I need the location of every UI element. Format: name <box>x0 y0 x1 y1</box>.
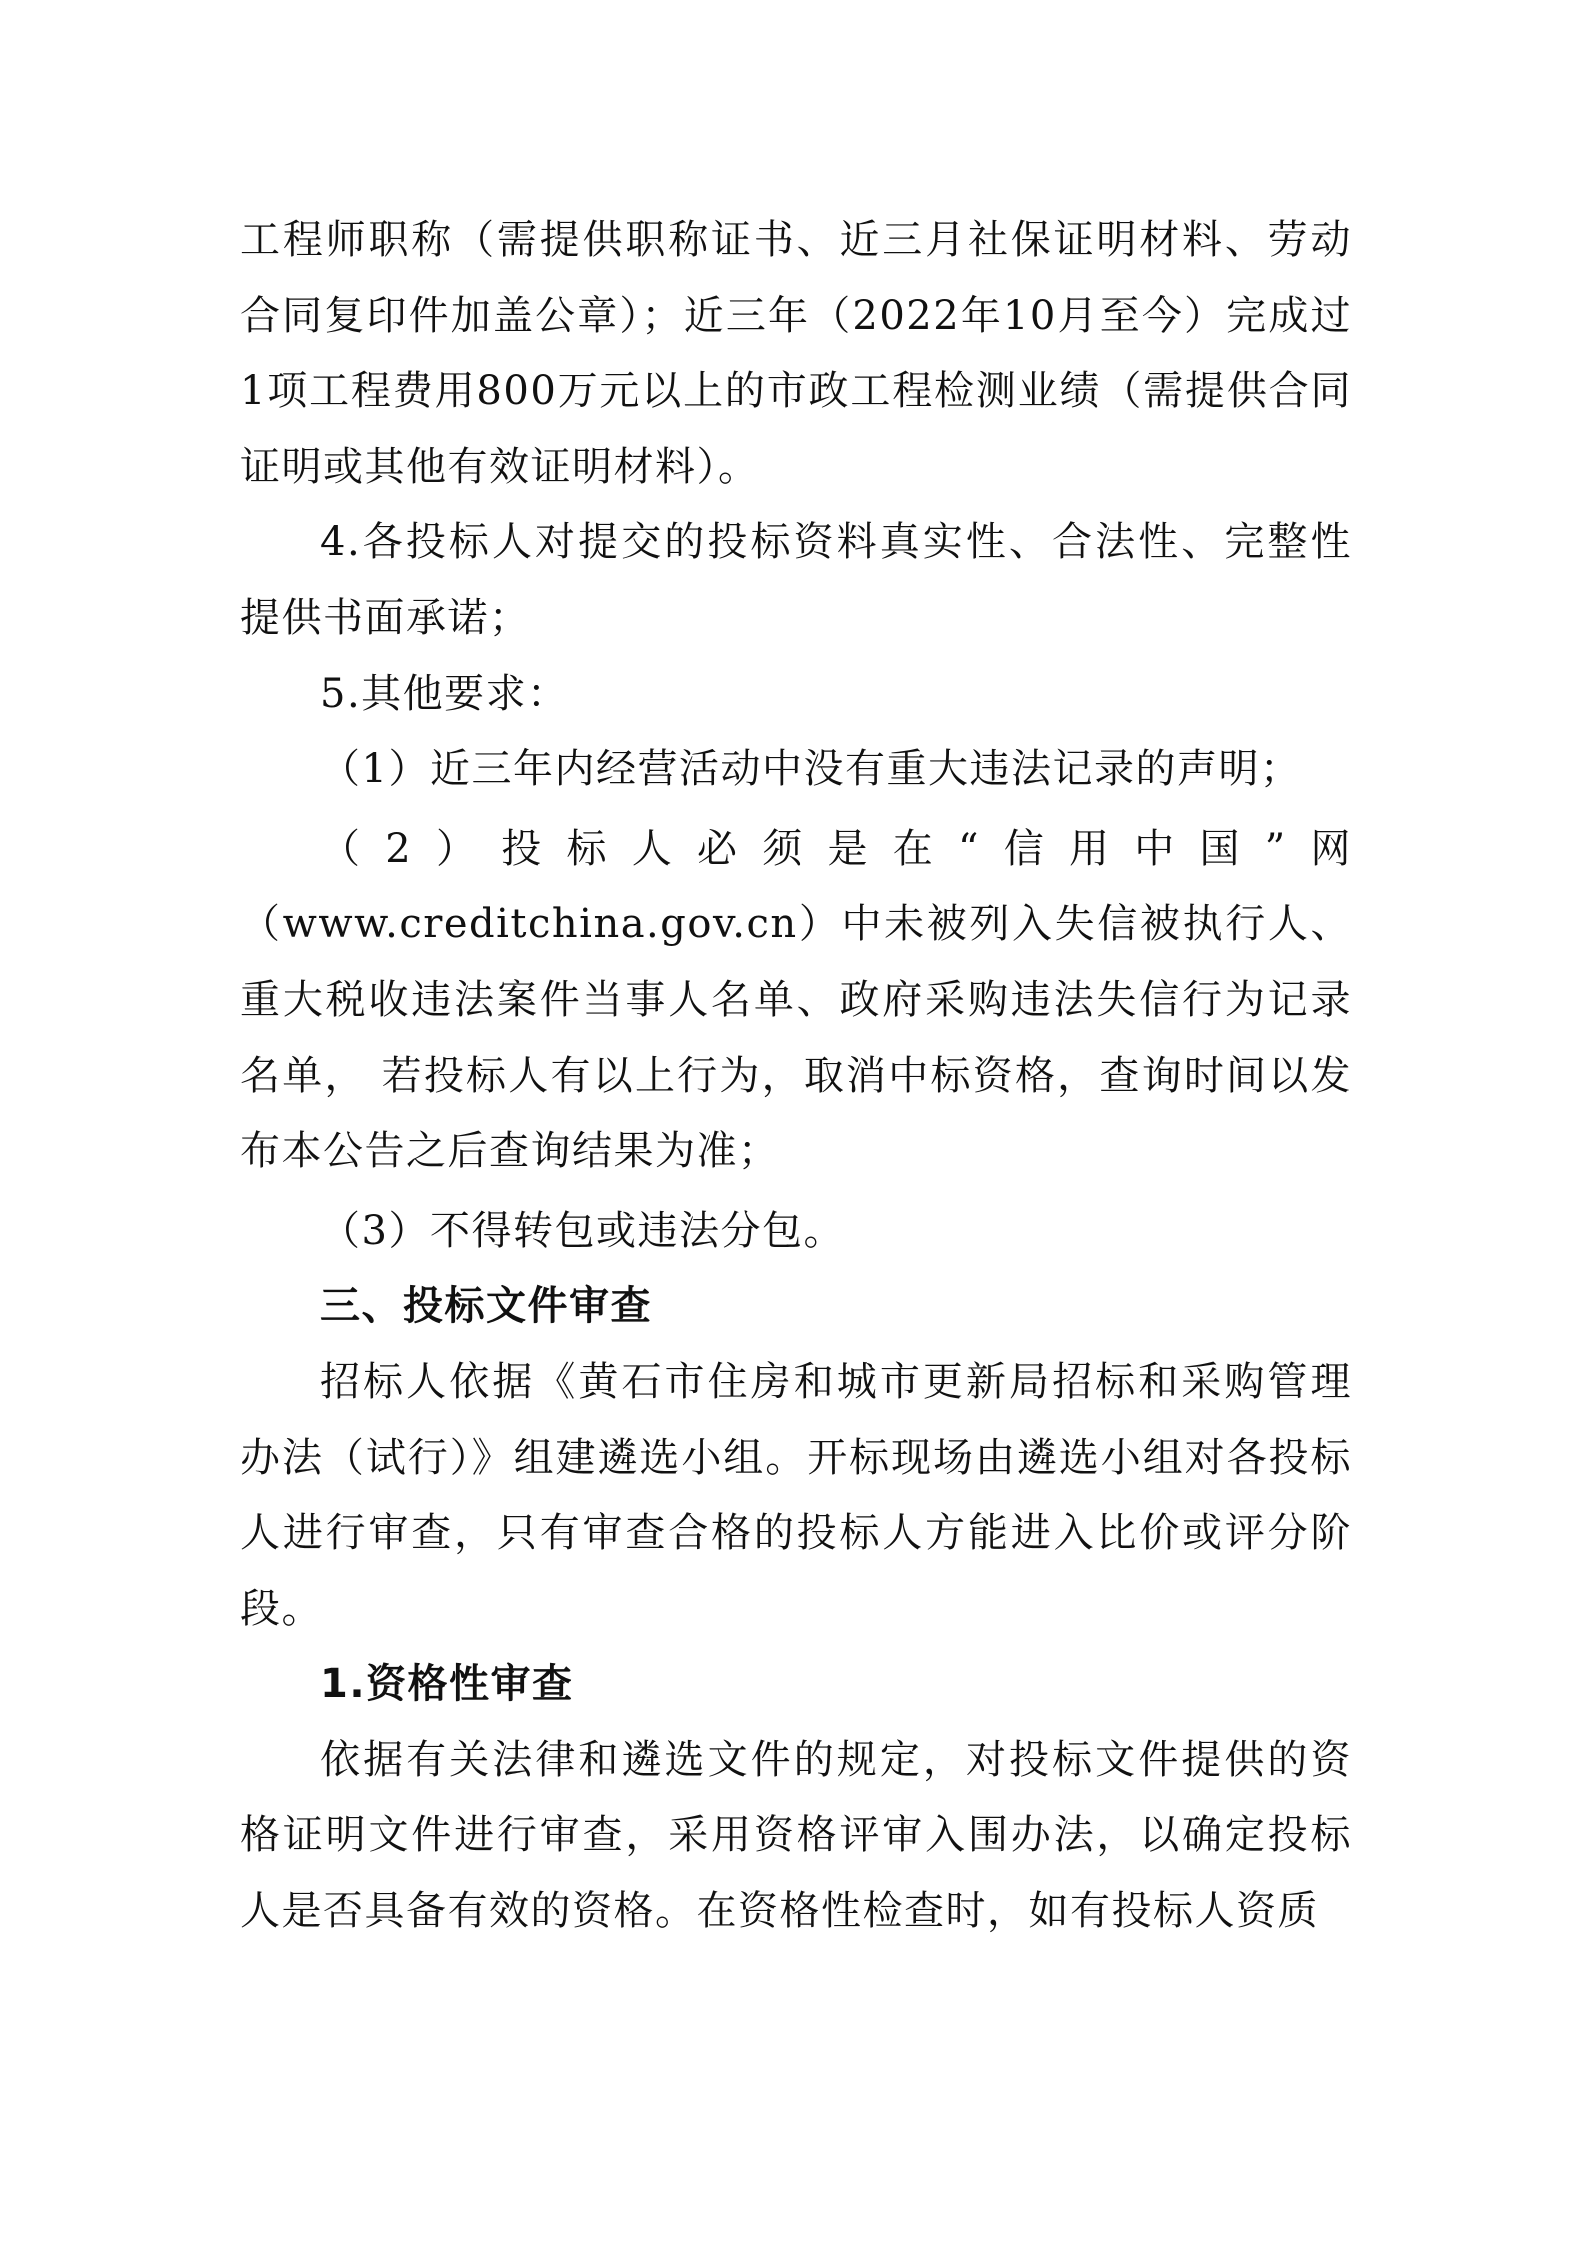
subsection-heading-1: 1.资格性审查 <box>320 1661 574 1708</box>
paragraph-subitem-2: （2）投标人必须是在“信用中国”网（www.creditchina.gov.cn）中未被列入失信被执行人、重大税收违法案件当事人名单、政府采购违法失信行为记录名单， 若投标人有以上行为，取消中标资格，查询时间以发布本公告之后查询结果为准； <box>240 825 1352 1175</box>
paragraph-subitem-1: （1）近三年内经营活动中没有重大违法记录的声明； <box>320 746 1302 793</box>
section-heading-3: 三、投标文件审查 <box>320 1283 652 1330</box>
paragraph-review-intro: 招标人依据《黄石市住房和城市更新局招标和采购管理办法（试行）》组建遴选小组。开标现场由遴选小组对各投标人进行审查，只有审查合格的投标人方能进入比价或评分阶段。 <box>240 1358 1352 1632</box>
document-body <box>240 203 1352 1950</box>
paragraph-qualification-review: 依据有关法律和遴选文件的规定，对投标文件提供的资格证明文件进行审查，采用资格评审入围办法，以确定投标人是否具备有效的资格。在资格性检查时，如有投标人资质 <box>240 1736 1352 1935</box>
paragraph-qualification-continued: 工程师职称（需提供职称证书、近三月社保证明材料、劳动合同复印件加盖公章）；近三年（2022年10月至今）完成过1项工程费用800万元以上的市政工程检测业绩（需提供合同证明或其他有效证明材料）。 <box>240 217 1352 490</box>
paragraph-item-5: 5.其他要求： <box>320 670 569 717</box>
paragraph-subitem-3: （3）不得转包或违法分包。 <box>320 1207 845 1254</box>
paragraph-item-4: 4.各投标人对提交的投标资料真实性、合法性、完整性提供书面承诺； <box>240 519 1352 641</box>
